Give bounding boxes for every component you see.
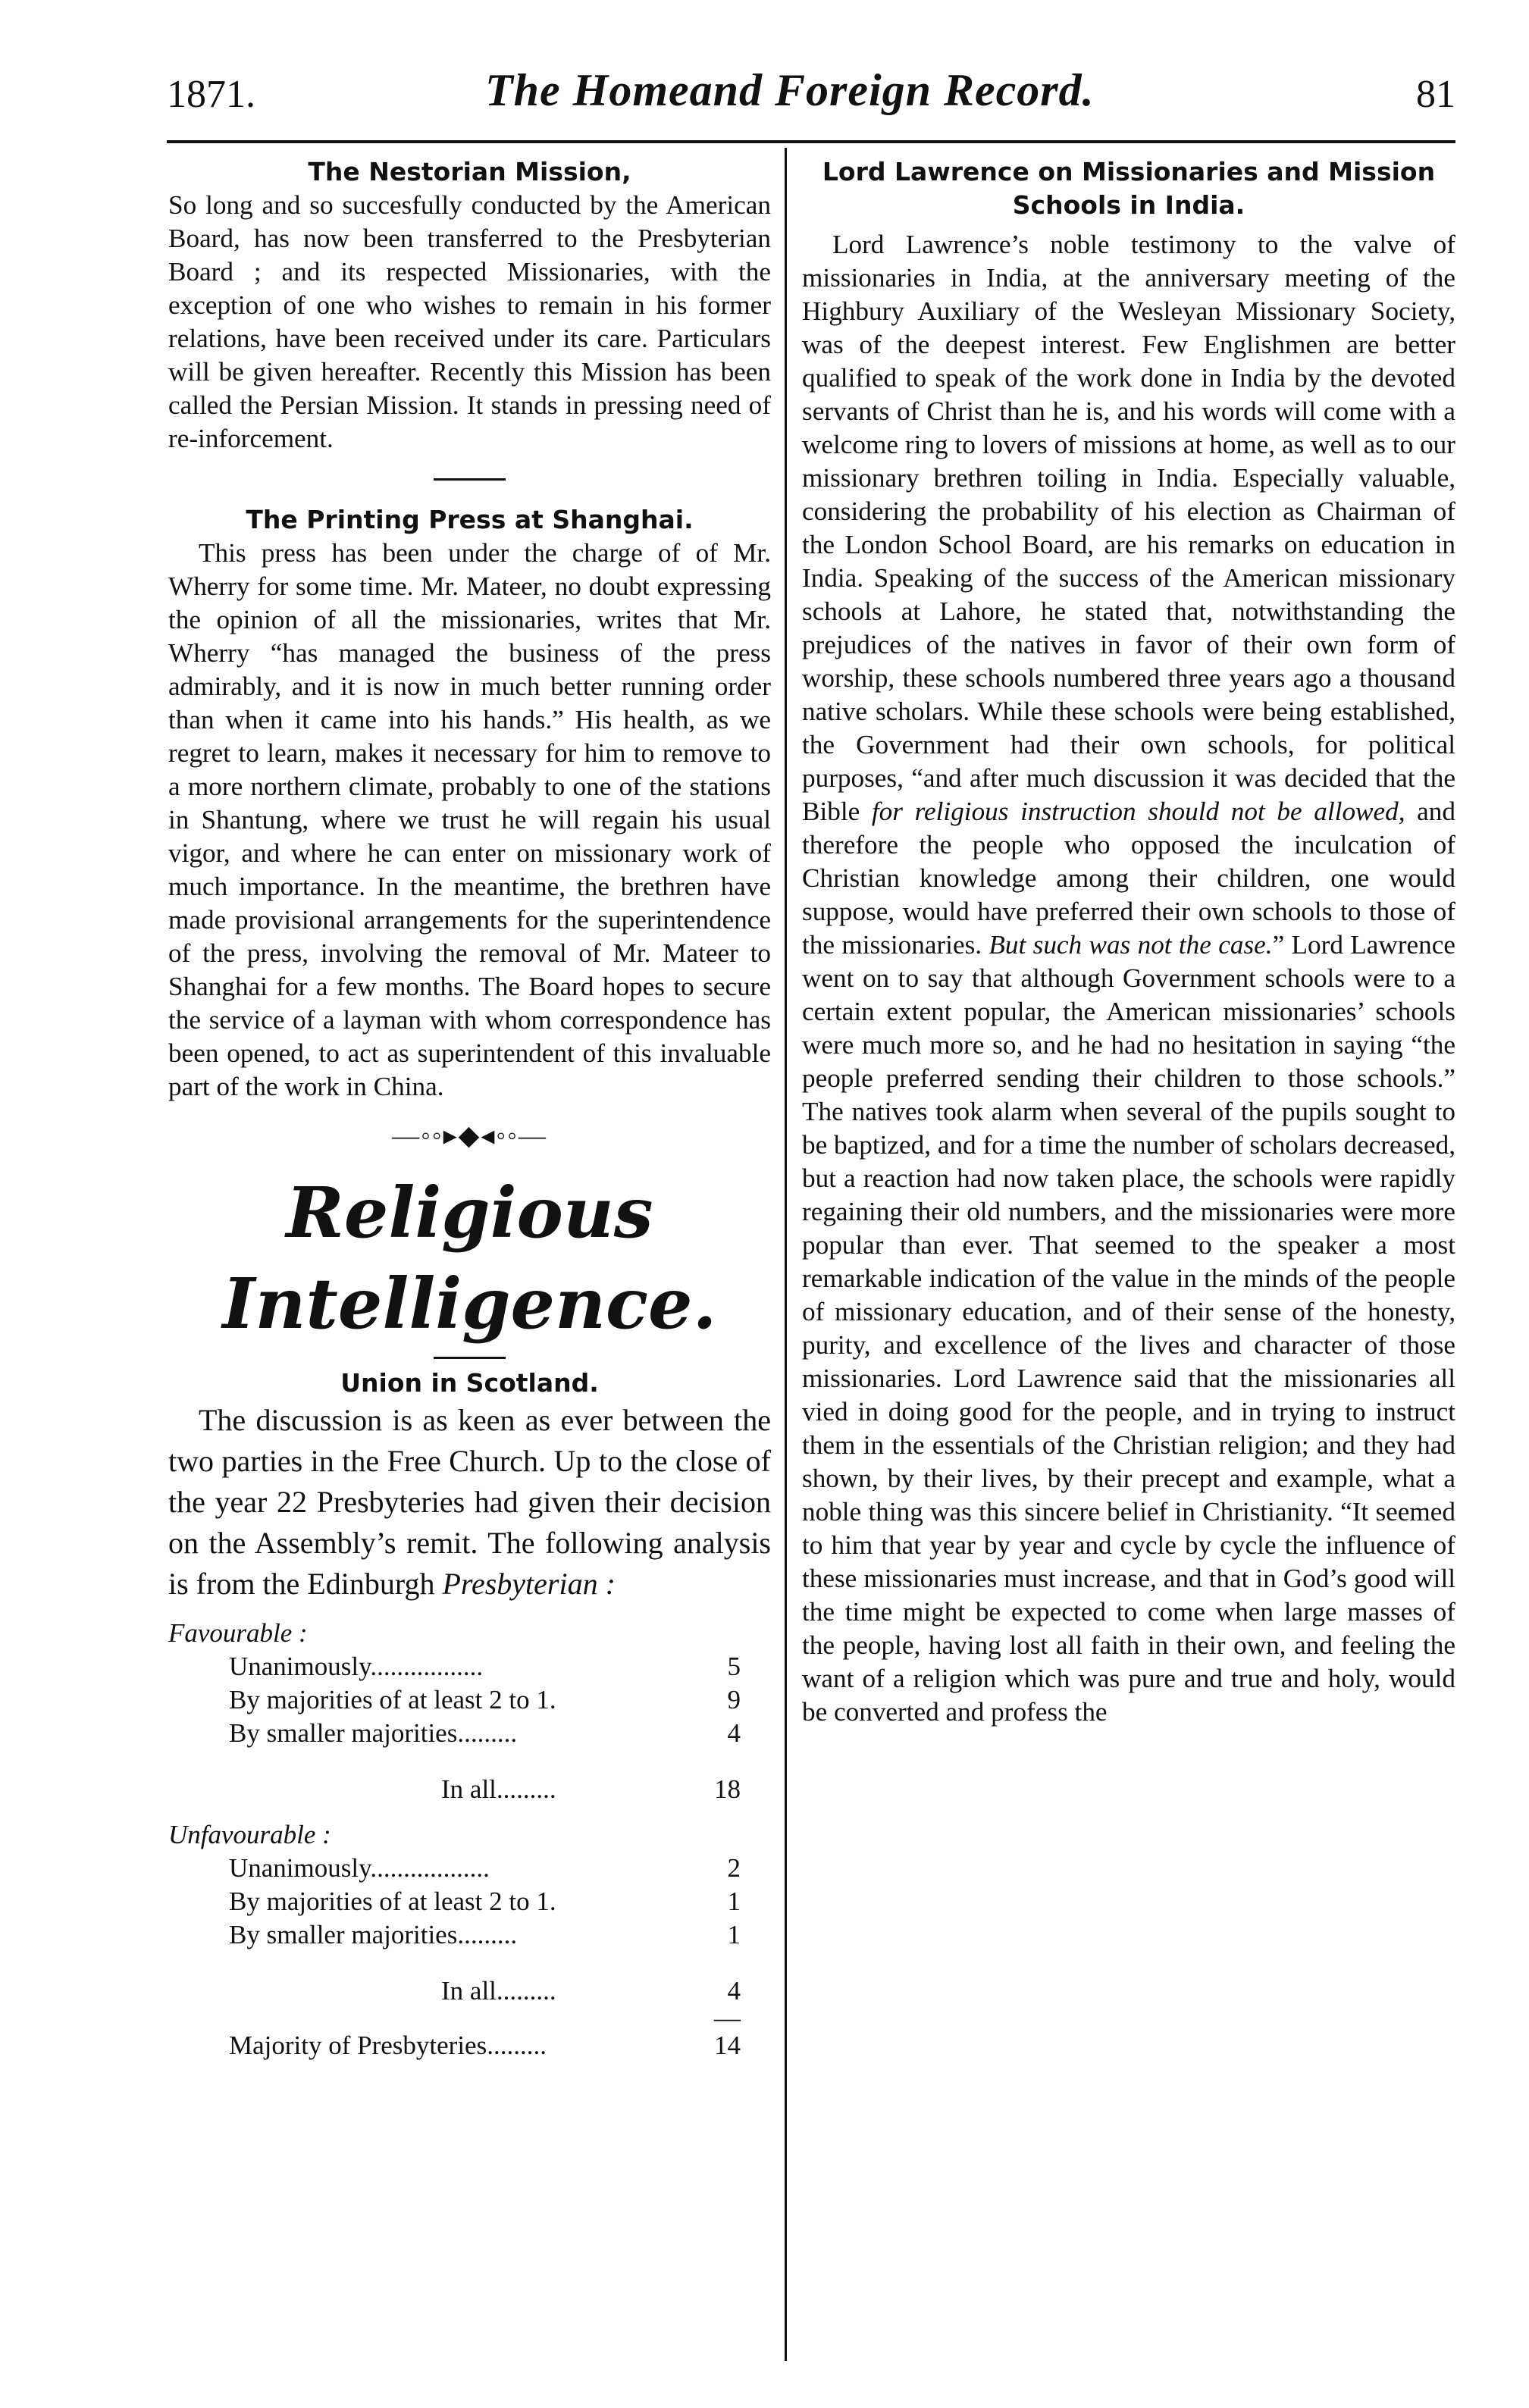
page-header [167,64,1455,133]
table-row: Unanimously.................. 2 [229,1853,741,1883]
header-rule [167,140,1455,143]
page-number: 81 [1416,73,1455,116]
nestorian-text: So long and so succesfully conducted by the American Board, has now been transferred to the Presbyterian Board ; and its respected Missionaries, with the exception of one who wishes to remain in his former relations, have been received under its care. Particulars will be given hereafter. Recently this Mission has been called the Persian Mission. It stands in pressing need of re-inforcement. [168,190,771,453]
unfavourable-heading: Unfavourable : [168,1820,331,1849]
table-row: Unanimously................. 5 [229,1652,741,1681]
nestorian-title: The Nestorian Mission, [308,157,631,186]
religious-intelligence-heading: Religious Intelligence. [222,1172,717,1345]
table-row: By majorities of at least 2 to 1. 1 [229,1887,741,1916]
lawrence-text: Lord Lawrence’s noble testimony to the valve of missionaries in India, at the anniversary meeting of the Highbury Auxiliary of the Wesleyan Missionary Society, was of the deepest interest. Few Englishmen are better qualified to speak of the work done in India by the devoted servants of Christ than he is, and his words will come with a welcome ring to lovers of missions at home, as well as to our missionary brethren toiling in India. Especially valuable, considering the probability of his election as Chairman of the London School Board, are his remarks on education in India. Speaking of the success of the American missionary schools at Lahore, he stated that, notwithstanding the prejudices of the natives in favor of their own form of worship, these schools numbered three years ago a thousand native scholars. While these schools were being established, the Government had their own schools, for political purposes, “and after much discussion it was decided that the Bible for religious instruction should not be allowed, and therefore the people who opposed the inculcation of Christian knowledge among their children, one would suppose, would have preferred their own schools to those of the missionaries. But such was not the case.” Lord Lawrence went on to say that although Government schools were to a certain extent popular, the American missionaries’ schools were much more so, and he had no hesitation in saying “the people preferred sending their children to those schools.” The natives took alarm when several of the pupils sought to be baptized, and for a time the number of scholars decreased, but a reaction had now taken place, the schools were rapidly regaining their old numbers, and the missionaries were more popular than ever. That seemed to the speaker a most remarkable indication of the value in the minds of the people of missionary education, and of their sense of the honesty, purity, and excellence of the lives and character of those missionaries. Lord Lawrence said that the missionaries all vied in doing good for the people, and in trying to instruct them in the essentials of the Christian religion; and they had shown, by their lives, by their precept and example, what a noble thing was this sincere belief in Christianity. “It seemed to him that year by year and cycle by cycle the influence of these missionaries must increase, and that in God’s good will the time might be expected to come when large masses of the people, having lost all faith in their own, and feeling the want of a religion which was pure and true and holy, would be converted and profess the [802,230,1455,1727]
favourable-total-row: In all......... 18 [441,1774,741,1804]
journal-title: The Homeand Foreign Record. [485,65,1095,115]
right-column [802,155,1455,1729]
heading-divider [434,1357,506,1359]
lawrence-title: Lord Lawrence on Missionaries and Mission Schools in India. [822,157,1436,220]
printing-text: This press has been under the charge of of Mr. Wherry for some time. Mr. Mateer, no doubt expressing the opinion of all the missionaries, writes that Mr. Wherry “has managed the business of the press admirably, and it is now in much better running order than when it came into his hands.” His health, as we regret to learn, makes it necessary for him to remove to a more northern climate, probably to one of the stations in Shantung, where we trust he will regain his usual vigor, and where he can enter on missionary work of much importance. In the meantime, the brethren have made provisional arrangements for the superintendence of the press, involving the removal of Mr. Mateer to Shanghai for a few months. The Board hopes to secure the service of a layman with whom correspondence has been opened, to act as superintendent of this invaluable part of the work in China. [168,538,771,1101]
left-column [168,155,771,2062]
union-text-main: The discussion is as keen as ever between the two parties in the Free Church. Up to the close of the year 22 Presbyteries had given their decision on the Assembly’s remit. The following analysis is from the Edinburgh [168,1403,771,1601]
majority-row: Majority of Presbyteries......... 14 [229,2031,741,2060]
printing-title: The Printing Press at Shanghai. [246,505,694,534]
union-title: Union in Scotland. [340,1368,599,1398]
unfavourable-total-row: In all......... 4 [441,1976,741,2006]
table-row: By majorities of at least 2 to 1. 9 [229,1685,741,1714]
table-row: By smaller majorities......... 4 [229,1718,741,1748]
section-divider [434,478,506,481]
union-text [168,1400,771,1605]
presbytery-table [168,1617,771,2062]
sum-dash: — [714,2003,741,2033]
column-divider [785,148,787,2361]
table-row: By smaller majorities......... 1 [229,1920,741,1949]
union-text-italic: Presbyterian : [442,1567,616,1601]
ornament-divider: —◦◦▸◆◂◦◦— [392,1120,547,1151]
favourable-heading: Favourable : [168,1618,308,1648]
header-year: 1871. [167,73,255,116]
